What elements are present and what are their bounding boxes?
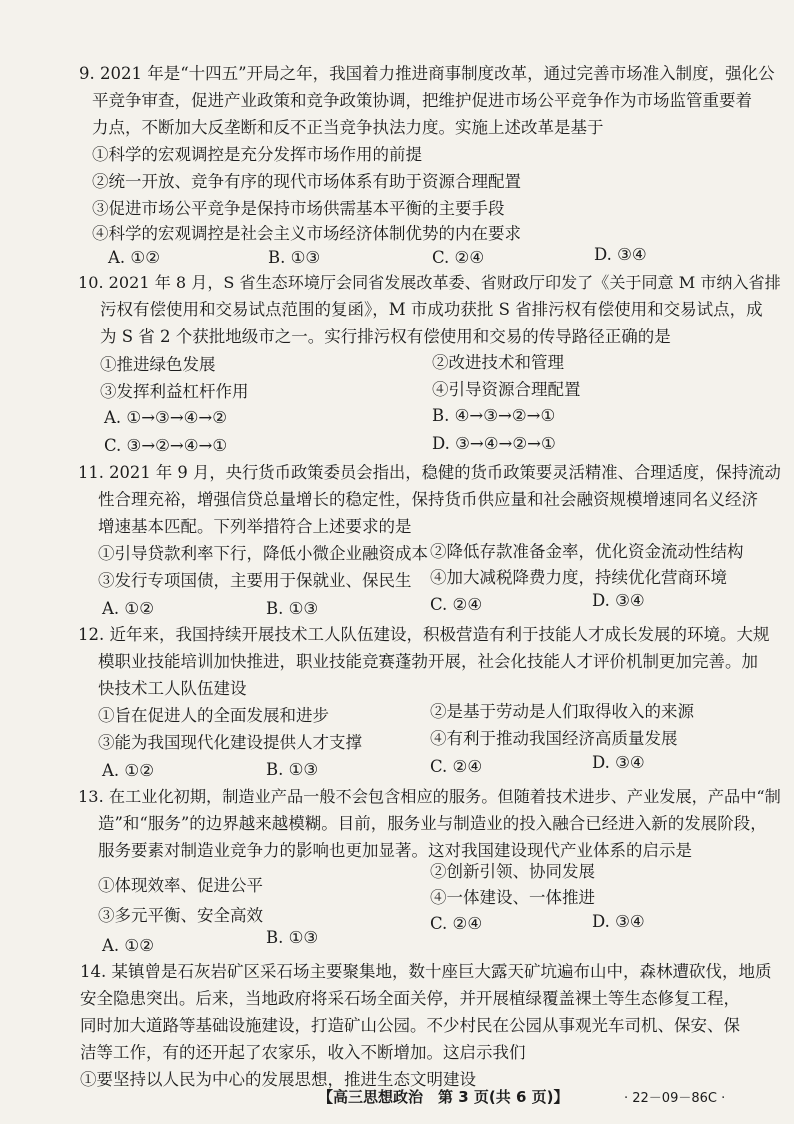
question-10-item-3: ③发挥利益杠杆作用 (100, 382, 249, 401)
question-12-item-3: ③能为我国现代化建设提供人才支撑 (98, 733, 362, 752)
question-9-choice-c: C. ②④ (432, 248, 485, 267)
question-11-choice-b: B. ①③ (266, 599, 319, 618)
question-10-line-2: 污权有偿使用和交易试点范围的复函》，M 市成功获批 S 省排污权有偿使用和交易试点，成 (100, 300, 763, 319)
question-10-choice-c: C. ③→②→④→① (104, 436, 228, 455)
question-14-line-2: 安全隐患突出。后来，当地政府将采石场全面关停，并开展植绿覆盖裸土等生态修复工程， (80, 989, 740, 1008)
question-13-choice-c: C. ②④ (430, 914, 483, 933)
exam-code: · 22－09－86C · (624, 1091, 726, 1106)
page-footer: 【高三思想政治 第 3 页(共 6 页)】 (318, 1088, 569, 1106)
question-11-item-4: ④加大减税降费力度，持续优化营商环境 (430, 568, 727, 587)
question-11-item-2: ②降低存款准备金率，优化资金流动性结构 (430, 542, 744, 561)
question-14-line-1: 14. 某镇曾是石灰岩矿区采石场主要聚集地，数十座巨大露天矿坑遍布山中，森林遭砍伐，地质 (80, 962, 772, 981)
question-14-line-3: 同时加大道路等基础设施建设，打造矿山公园。不少村民在公园从事观光车司机、保安、保 (80, 1016, 740, 1035)
question-9-choice-b: B. ①③ (268, 248, 321, 267)
question-9-choice-d: D. ③④ (594, 245, 647, 264)
question-14-line-4: 洁等工作，有的还开起了农家乐，收入不断增加。这启示我们 (80, 1043, 526, 1062)
question-11-choice-d: D. ③④ (592, 591, 645, 610)
question-11-line-2: 性合理充裕，增强信贷总量增长的稳定性，保持货币供应量和社会融资规模增速同名义经济 (98, 490, 758, 509)
question-10-choice-d: D. ③→④→②→① (432, 434, 556, 453)
question-10-item-2: ②改进技术和管理 (432, 353, 564, 372)
question-11-choice-c: C. ②④ (430, 595, 483, 614)
question-13-item-1: ①体现效率、促进公平 (98, 876, 263, 895)
question-9-item-3: ③促进市场公平竞争是保持市场供需基本平衡的主要手段 (92, 199, 505, 218)
question-13-choice-d: D. ③④ (592, 912, 645, 931)
question-12-item-4: ④有利于推动我国经济高质量发展 (430, 729, 678, 748)
question-9-item-4: ④科学的宏观调控是社会主义市场经济体制优势的内在要求 (92, 224, 521, 243)
question-10-item-1: ①推进绿色发展 (100, 355, 216, 374)
question-10-line-1: 10. 2021 年 8 月，S 省生态环境厅会同省发展改革委、省财政厅印发了《关于同意 M 市纳入省排 (78, 273, 781, 292)
question-12-item-2: ②是基于劳动是人们取得收入的来源 (430, 702, 694, 721)
question-12-choice-b: B. ①③ (266, 760, 319, 779)
question-13-item-3: ③多元平衡、安全高效 (98, 906, 263, 925)
question-10-line-3: 为 S 省 2 个获批地级市之一。实行排污权有偿使用和交易的传导路径正确的是 (100, 327, 671, 346)
question-12-choice-c: C. ②④ (430, 757, 483, 776)
question-9-line-3: 力点，不断加大反垄断和反不正当竞争执法力度。实施上述改革是基于 (92, 118, 604, 137)
question-9-choice-a: A. ①② (108, 248, 160, 267)
question-12-line-1: 12. 近年来，我国持续开展技术工人队伍建设，积极营造有利于技能人才成长发展的环境。大规 (78, 625, 770, 644)
question-13-line-1: 13. 在工业化初期，制造业产品一般不会包含相应的服务。但随着技术进步、产业发展，产品中“制 (78, 787, 781, 806)
question-12-line-3: 快技术工人队伍建设 (98, 679, 247, 698)
question-9-line-2: 平竞争审查，促进产业政策和竞争政策协调，把维护促进市场公平竞争作为市场监管重要着 (92, 91, 752, 110)
question-13-item-4: ④一体建设、一体推进 (430, 888, 595, 907)
question-14-item-1: ①要坚持以人民为中心的发展思想，推进生态文明建设 (80, 1070, 476, 1089)
question-9-item-1: ①科学的宏观调控是充分发挥市场作用的前提 (92, 145, 422, 164)
question-13-choice-a: A. ①② (102, 936, 154, 955)
question-11-item-1: ①引导贷款利率下行，降低小微企业融资成本 (98, 544, 428, 563)
question-12-choice-a: A. ①② (102, 761, 154, 780)
question-9-line-1: 9. 2021 年是“十四五”开局之年，我国着力推进商事制度改革，通过完善市场准入制度，强化公 (79, 64, 775, 83)
question-10-choice-b: B. ④→③→②→① (432, 406, 556, 425)
question-13-line-3: 服务要素对制造业竞争力的影响也更加显著。这对我国建设现代产业体系的启示是 (98, 841, 692, 860)
question-13-line-2: 造”和“服务”的边界越来越模糊。目前，服务业与制造业的投入融合已经进入新的发展阶段， (98, 814, 767, 833)
question-11-item-3: ③发行专项国债，主要用于保就业、保民生 (98, 571, 412, 590)
question-10-choice-a: A. ①→③→④→② (104, 408, 228, 427)
question-11-line-1: 11. 2021 年 9 月，央行货币政策委员会指出，稳健的货币政策要灵活精准、合理适度，保持流动 (78, 463, 781, 482)
question-13-item-2: ②创新引领、协同发展 (430, 862, 595, 881)
question-11-choice-a: A. ①② (102, 599, 154, 618)
question-10-item-4: ④引导资源合理配置 (432, 380, 581, 399)
question-12-item-1: ①旨在促进人的全面发展和进步 (98, 706, 329, 725)
question-13-choice-b: B. ①③ (266, 928, 319, 947)
question-12-choice-d: D. ③④ (592, 753, 645, 772)
question-9-item-2: ②统一开放、竞争有序的现代市场体系有助于资源合理配置 (92, 172, 521, 191)
question-12-line-2: 模职业技能培训加快推进，职业技能竞赛蓬勃开展，社会化技能人才评价机制更加完善。加 (98, 652, 758, 671)
question-11-line-3: 增速基本匹配。下列举措符合上述要求的是 (98, 517, 412, 536)
